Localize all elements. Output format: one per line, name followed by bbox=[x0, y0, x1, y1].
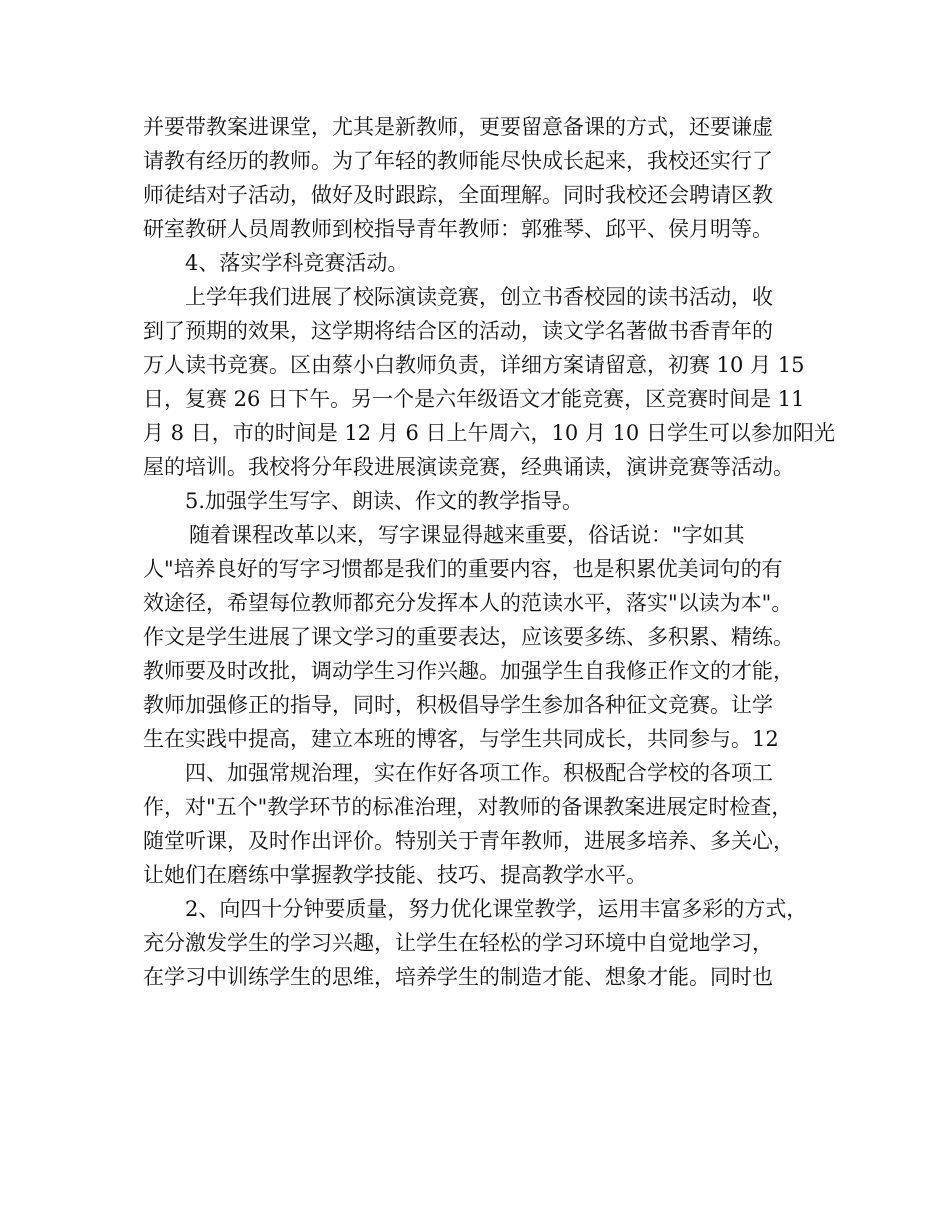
section-heading: 四、加强常规治理，实在作好各项工作。积极配合学校的各项工 bbox=[185, 761, 773, 785]
text-line: 月 8 日，市的时间是 12 月 6 日上午周六，10 月 10 日学生可以参加阳光 bbox=[143, 421, 835, 445]
text-line: 并要带教案进课堂，尤其是新教师，更要留意备课的方式，还要谦虚 bbox=[143, 115, 773, 139]
text-line: 充分激发学生的学习兴趣，让学生在轻松的学习环境中自觉地学习， bbox=[143, 931, 773, 955]
text-line: 生在实践中提高，建立本班的博客，与学生共同成长，共同参与。12 bbox=[143, 727, 779, 751]
text-line: 师徒结对子活动，做好及时跟踪，全面理解。同时我校还会聘请区教 bbox=[143, 183, 773, 207]
text-line: 教师加强修正的指导，同时，积极倡导学生参加各种征文竞赛。让学 bbox=[143, 693, 773, 717]
document-body bbox=[143, 110, 835, 994]
text-line: 万人读书竞赛。区由蔡小白教师负责，详细方案请留意，初赛 10 月 15 bbox=[143, 353, 805, 377]
section-heading: 4、落实学科竞赛活动。 bbox=[185, 251, 409, 275]
text-line: 日，复赛 26 日下午。另一个是六年级语文才能竞赛，区竞赛时间是 11 bbox=[143, 387, 805, 411]
text-line: 屋的培训。我校将分年段进展演读竞赛，经典诵读，演讲竞赛等活动。 bbox=[143, 455, 794, 479]
text-line: 随着课程改革以来，写字课显得越来重要，俗话说："字如其 bbox=[189, 523, 745, 547]
text-line: 在学习中训练学生的思维，培养学生的制造才能、想象才能。同时也 bbox=[143, 965, 773, 989]
text-line: 请教有经历的教师。为了年轻的教师能尽快成长起来，我校还实行了 bbox=[143, 149, 773, 173]
section-heading: 5.加强学生写字、朗读、作文的教学指导。 bbox=[185, 489, 584, 513]
text-line: 作，对"五个"教学环节的标准治理，对教师的备课教案进展定时检查， bbox=[143, 795, 793, 819]
text-line: 让她们在磨练中掌握教学技能、技巧、提高教学水平。 bbox=[143, 863, 647, 887]
text-line: 人"培养良好的写字习惯都是我们的重要内容，也是积累优美词句的有 bbox=[143, 557, 783, 581]
text-line: 到了预期的效果，这学期将结合区的活动，读文学名著做书香青年的 bbox=[143, 319, 773, 343]
section-heading: 2、向四十分钟要质量，努力优化课堂教学，运用丰富多彩的方式， bbox=[185, 897, 808, 921]
text-line: 上学年我们进展了校际演读竞赛，创立书香校园的读书活动，收 bbox=[185, 285, 773, 309]
text-line: 研室教研人员周教师到校指导青年教师：郭雅琴、邱平、侯月明等。 bbox=[143, 217, 773, 241]
text-line: 随堂听课，及时作出评价。特别关于青年教师，进展多培养、多关心， bbox=[143, 829, 794, 853]
text-line: 作文是学生进展了课文学习的重要表达，应该要多练、多积累、精练。 bbox=[143, 625, 794, 649]
text-line: 教师要及时改批，调动学生习作兴趣。加强学生自我修正作文的才能， bbox=[143, 659, 794, 683]
text-line: 效途径，希望每位教师都充分发挥本人的范读水平，落实"以读为本"。 bbox=[143, 591, 793, 615]
